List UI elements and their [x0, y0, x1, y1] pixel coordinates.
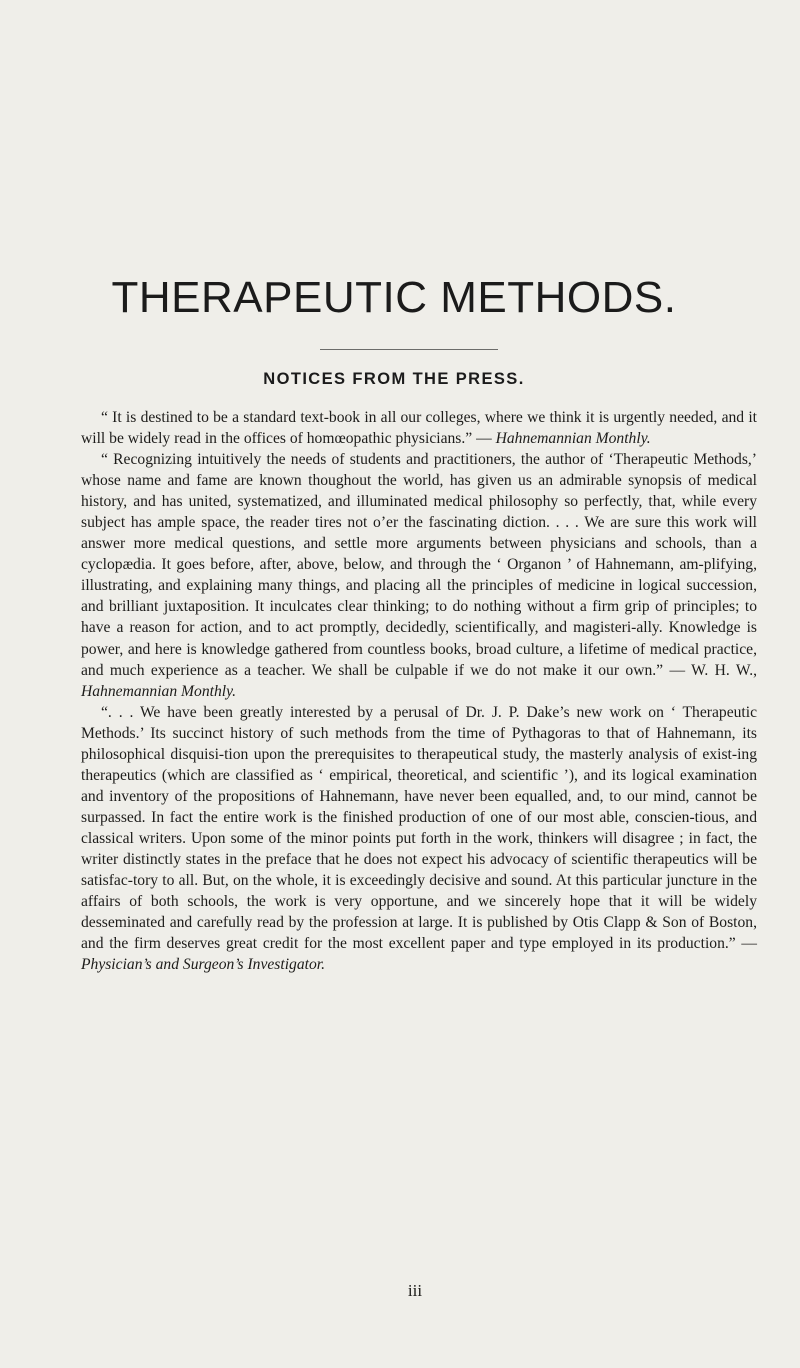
section-heading: NOTICES FROM THE PRESS.: [263, 370, 525, 388]
notice-source: Hahnemannian Monthly.: [81, 682, 237, 700]
notice-paragraph: [81, 702, 757, 976]
notice-text: “ Recognizing intuitively the needs of students and practitioners, the author of ‘Therapeutic Methods,’ whose name and fame are known thoughout the world, has given us an admirable synopsis of medical history, and has united, systematized, and illuminated medical philosophy so perfectly, that, while every subject has ample space, the reader tires not o’er the fascinating diction. . . . We are sure this work will answer more medical questions, and settle more arguments between physicians and schools, than a cyclopædia. It goes before, after, above, below, and through the ‘ Organon ’ of Hahnemann, am-plifying, illustrating, and explaining many things, and placing all the principles of medicine in logical succession, and brilliant juxtaposition. It inculcates clear thinking; to do nothing without a firm grip of principles; to have a reason for action, and to act promptly, decidedly, scientifically, and magisteri-ally. Knowledge is power, and here is knowledge gathered from countless books, broad culture, a lifetime of medical practice, and much experience as a teacher. We shall be culpable if we do not make it our own.” — W. H. W.,: [81, 451, 757, 679]
notice-source: Physician’s and Surgeon’s Investigator.: [81, 956, 326, 974]
notice-text: “. . . We have been greatly interested by a perusal of Dr. J. P. Dake’s new work on ‘ Therapeutic Methods.’ Its succinct history of such methods from the time of Pythagoras to that of Hahnemann, its philosophical disquisi-tion upon the prerequisites to therapeutical study, the masterly analysis of exist-ing therapeutics (which are classified as ‘ empirical, theoretical, and scientific ’), and its logical examination and inventory of the propositions of Hahnemann, have never been equalled, and, to our mind, cannot be surpassed. In fact the entire work is the finished production of one of our most able, conscien-tious, and classical writers. Upon some of the minor points put forth in the work, thinkers will disagree ; in fact, the writer distinctly states in the preface that he does not expect his advocacy of scientific therapeutics will be satisfac-tory to all. But, on the whole, it is exceedingly decisive and sound. At this particular juncture in the affairs of both schools, the work is very opportune, and we sincerely hope that it will be widely desseminated and carefully read by the profession at large. It is published by Otis Clapp & Son of Boston, and the firm deserves great credit for the most excellent paper and type employed in its production.” —: [81, 703, 757, 953]
page-number: iii: [407, 1281, 423, 1300]
notice-paragraph: [81, 407, 757, 449]
page-title: THERAPEUTIC METHODS.: [111, 273, 677, 322]
press-notices: [81, 407, 757, 975]
title-divider: [320, 349, 498, 350]
notice-source: Hahnemannian Monthly.: [495, 430, 651, 448]
notice-paragraph: [81, 449, 757, 702]
notice-text: “ It is destined to be a standard text-book in all our colleges, where we think it is urgently needed, and it will be widely read in the offices of homœopathic physicians.” —: [81, 409, 757, 448]
